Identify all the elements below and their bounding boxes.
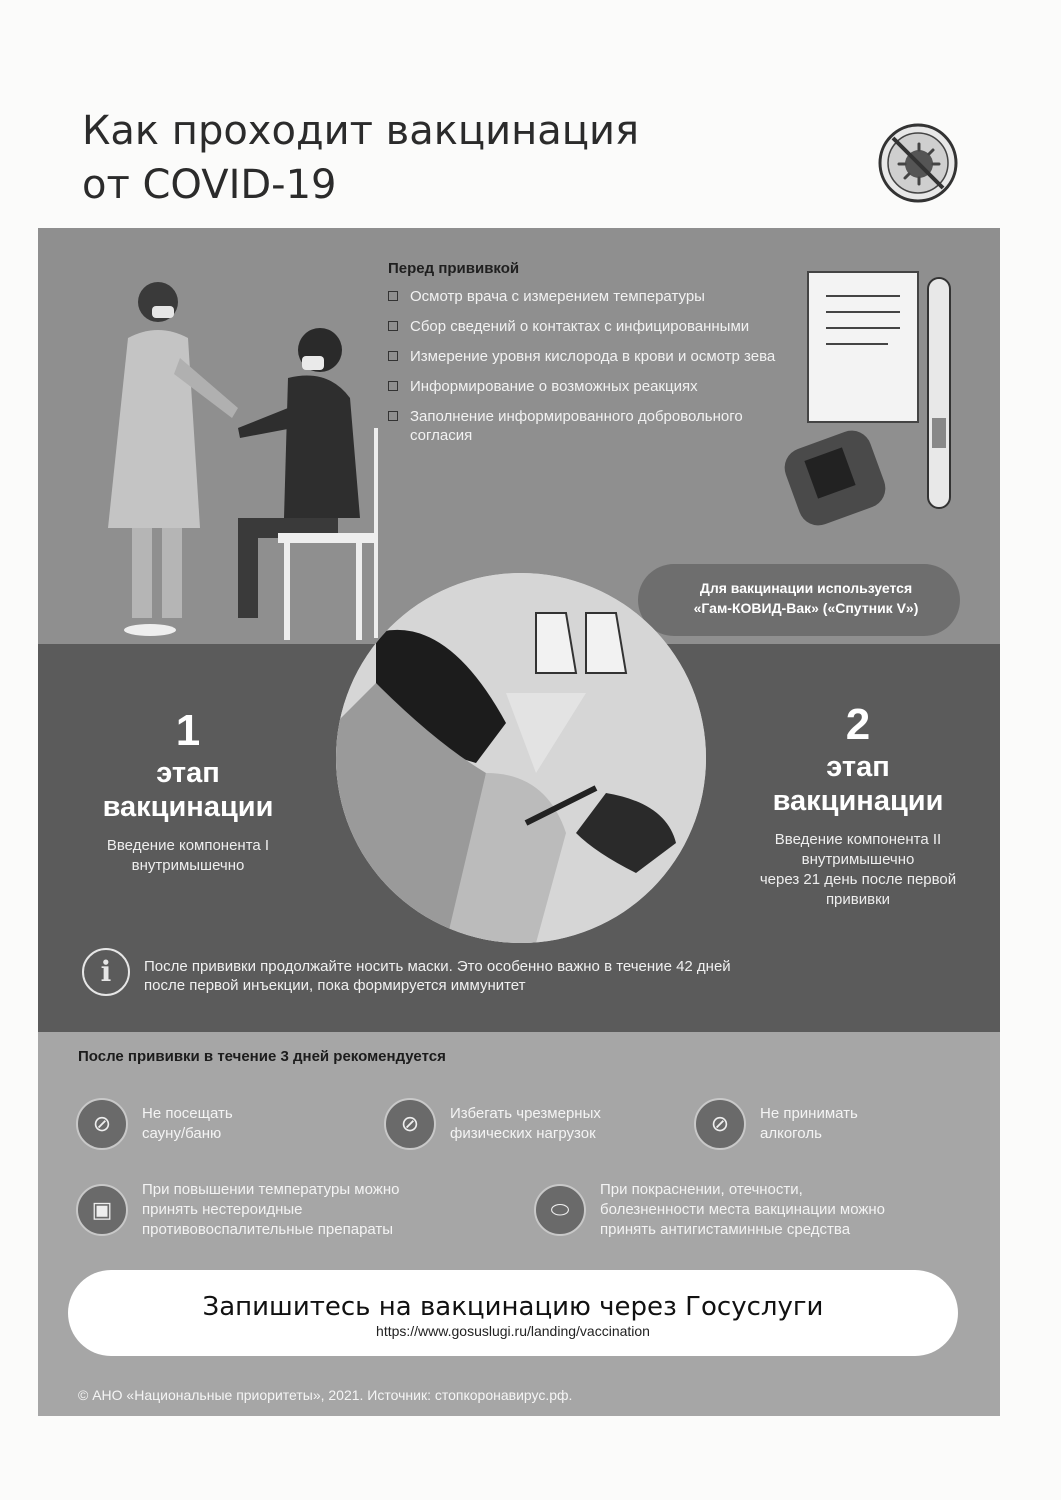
- gosuslugi-signup-banner[interactable]: [68, 1270, 958, 1356]
- doctor-patient-illustration: [88, 278, 378, 648]
- pill-box-icon: ▣: [76, 1184, 128, 1236]
- injection-illustration: [336, 573, 706, 943]
- footer-copyright: © АНО «Национальные приоритеты», 2021. Источник: стопкоронавирус.рф.: [78, 1387, 573, 1403]
- list-item: Измерение уровня кислорода в крови и осмотр зева: [388, 347, 788, 366]
- medical-tools-illustration: [778, 268, 978, 528]
- no-exercise-icon: ⊘: [384, 1098, 436, 1150]
- list-item: Осмотр врача с измерением температуры: [388, 287, 788, 306]
- info-icon: i: [82, 948, 130, 996]
- stage-2-number: 2: [845, 700, 871, 749]
- info-panel: [38, 228, 1000, 1416]
- stage-2-description: Введение компонента II внутримышечно через 21 день после первой прививки: [759, 831, 957, 908]
- bullet-icon: [388, 351, 398, 361]
- recommendation-item: ▣ При повышении температуры можно принять нестероидные противовоспалительные препараты: [76, 1180, 399, 1240]
- recommendation-item: ⬭ При покраснении, отечности, болезненности места вакцинации можно принять антигистаминные средства: [534, 1180, 885, 1240]
- no-sauna-icon: ⊘: [76, 1098, 128, 1150]
- pills-icon: ⬭: [534, 1184, 586, 1236]
- bullet-icon: [388, 291, 398, 301]
- recommendation-item: ⊘ Не принимать алкоголь: [694, 1098, 858, 1150]
- list-item: Информирование о возможных реакциях: [388, 377, 788, 396]
- stage-2-word: этап: [826, 751, 890, 783]
- info-text: После прививки продолжайте носить маски. Это особенно важно в течение 42 дней после первой инъекции, пока формируется иммунитет: [144, 958, 731, 994]
- cta-url-link[interactable]: https://www.gosuslugi.ru/landing/vaccination: [376, 1323, 650, 1339]
- bullet-icon: [388, 321, 398, 331]
- before-heading: Перед прививкой: [388, 260, 520, 277]
- page-title: [82, 104, 639, 212]
- stage-2-word: вакцинации: [772, 785, 944, 817]
- bullet-icon: [388, 381, 398, 391]
- stage-1-word: вакцинации: [102, 791, 274, 823]
- stage-1-number: 1: [175, 706, 201, 755]
- recommendation-item: ⊘ Не посещать сауну/баню: [76, 1098, 233, 1150]
- title-line-1: Как проходит вакцинация: [82, 108, 640, 154]
- cta-title: Запишитесь на вакцинацию через Госуслуги: [202, 1292, 824, 1322]
- stage-1-word: этап: [156, 757, 220, 789]
- list-item: Заполнение информированного добровольного согласия: [388, 407, 788, 445]
- stage-1-block: [86, 706, 290, 876]
- no-alcohol-icon: ⊘: [694, 1098, 746, 1150]
- virus-logo-icon: [877, 122, 959, 204]
- before-list: [388, 287, 788, 445]
- title-line-2: от COVID-19: [82, 162, 337, 208]
- stage-2-block: [738, 700, 978, 910]
- list-item: Сбор сведений о контактах с инфицированными: [388, 317, 788, 336]
- stage-1-description: Введение компонента I внутримышечно: [106, 837, 270, 874]
- after-heading: После прививки в течение 3 дней рекомендуется: [78, 1048, 446, 1065]
- before-vaccination-block: [388, 260, 788, 456]
- recommendation-item: ⊘ Избегать чрезмерных физических нагрузок: [384, 1098, 601, 1150]
- bullet-icon: [388, 411, 398, 421]
- vaccine-label: Для вакцинации используется «Гам-КОВИД-Вак» («Спутник V»): [693, 580, 919, 616]
